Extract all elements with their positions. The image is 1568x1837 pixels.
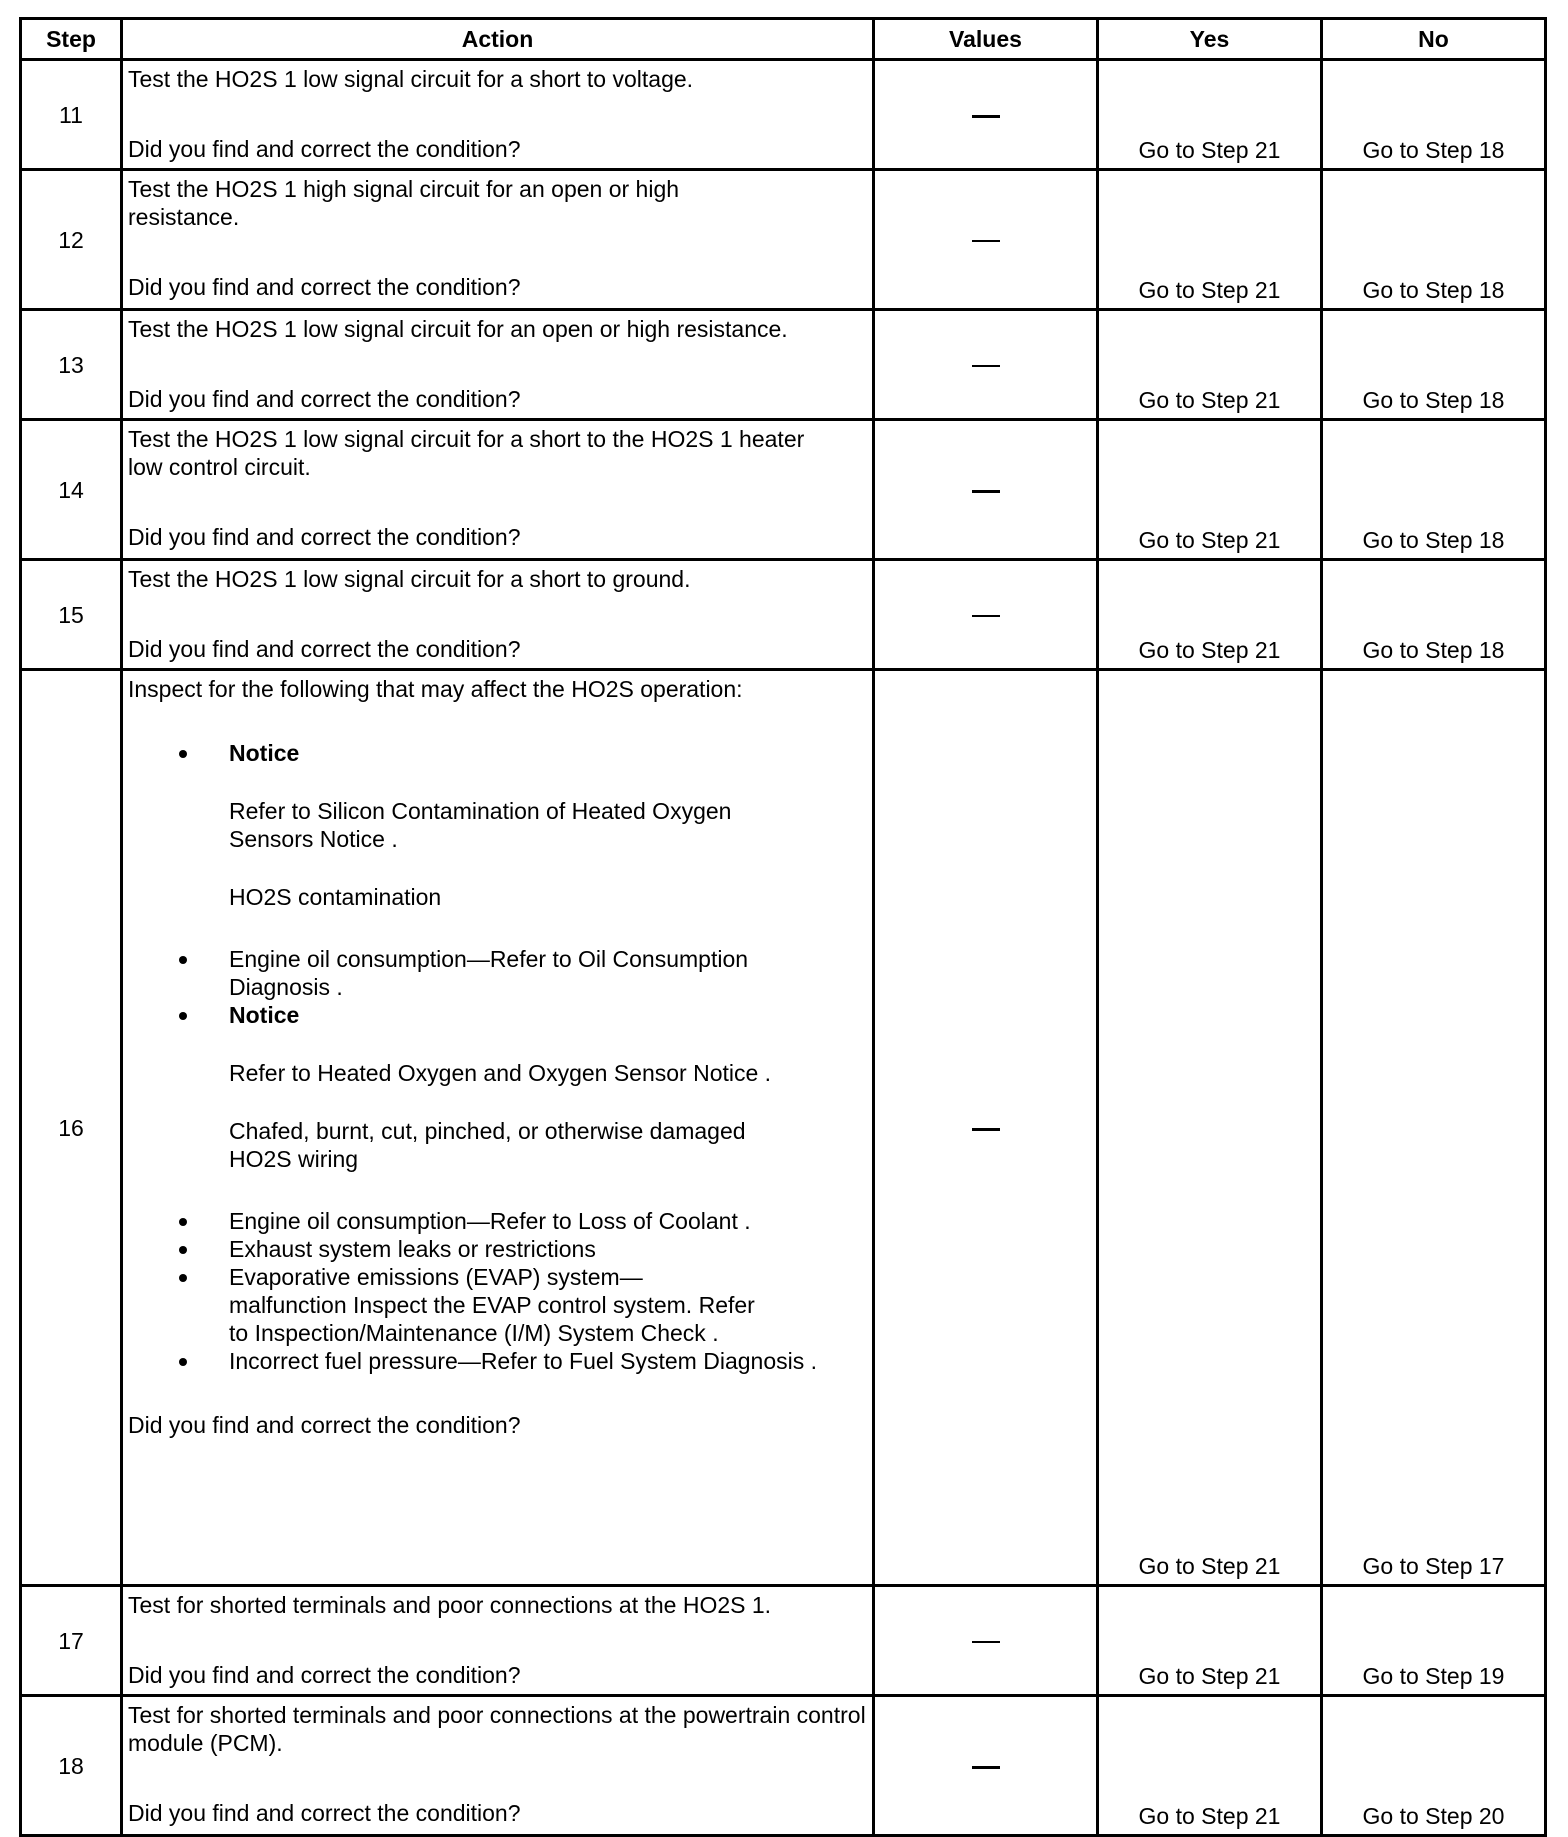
header-no: No — [1322, 19, 1546, 60]
action-question: Did you find and correct the condition? — [128, 386, 521, 412]
no-link[interactable]: Go to Step 18 — [1322, 60, 1546, 170]
no-link[interactable]: Go to Step 18 — [1322, 310, 1546, 420]
value-dash — [972, 1128, 1000, 1131]
step-number: 15 — [21, 560, 122, 670]
table-row — [21, 420, 1546, 560]
step-number: 11 — [21, 60, 122, 170]
action-question: Did you find and correct the condition? — [128, 524, 521, 550]
yes-link[interactable]: Go to Step 21 — [1098, 60, 1322, 170]
value-dash — [972, 1766, 1000, 1769]
list-item — [128, 1263, 866, 1347]
step-number: 16 — [21, 670, 122, 1586]
step-number: 14 — [21, 420, 122, 560]
table-row — [21, 60, 1546, 170]
action-text: Test the HO2S 1 high signal circuit for an open or high resistance. — [128, 176, 680, 230]
action-cell — [122, 310, 874, 420]
notice-item: HO2S contamination — [229, 884, 442, 910]
action-text: Inspect for the following that may affect the HO2S operation: — [128, 676, 743, 702]
bullet-icon — [179, 1246, 187, 1254]
notice-item: Chafed, burnt, cut, pinched, or otherwise damaged HO2S wiring — [229, 1118, 746, 1172]
yes-link[interactable]: Go to Step 21 — [1098, 1696, 1322, 1836]
value-cell — [874, 1586, 1098, 1696]
value-cell — [874, 310, 1098, 420]
value-cell — [874, 670, 1098, 1586]
action-text: Test the HO2S 1 low signal circuit for a short to voltage. — [128, 66, 694, 92]
action-question: Did you find and correct the condition? — [128, 136, 521, 162]
no-link[interactable]: Go to Step 17 — [1322, 670, 1546, 1586]
action-cell — [122, 60, 874, 170]
bullet-icon — [179, 1218, 187, 1226]
value-dash — [972, 365, 1000, 367]
step-number: 18 — [21, 1696, 122, 1836]
action-cell — [122, 1586, 874, 1696]
action-cell — [122, 560, 874, 670]
bullet-icon — [179, 1274, 187, 1282]
table-row — [21, 1586, 1546, 1696]
list-item — [128, 1347, 866, 1375]
list-item-text: Evaporative emissions (EVAP) system—malfunction Inspect the EVAP control system. Refer to Inspection/Maintenance (I/M) System Check . — [229, 1264, 755, 1346]
list-item — [128, 1207, 866, 1235]
list-item — [128, 739, 866, 911]
table-row — [21, 310, 1546, 420]
notice-text: Refer to Silicon Contamination of Heated Oxygen Sensors Notice . — [229, 798, 732, 852]
value-dash — [972, 115, 1000, 118]
table-row — [21, 560, 1546, 670]
value-dash — [972, 615, 1000, 617]
value-dash — [972, 1641, 1000, 1643]
step-number: 13 — [21, 310, 122, 420]
header-step: Step — [21, 19, 122, 60]
yes-link[interactable]: Go to Step 21 — [1098, 670, 1322, 1586]
list-item-text: Exhaust system leaks or restrictions — [229, 1236, 596, 1262]
value-cell — [874, 170, 1098, 310]
inspect-list — [128, 739, 866, 1375]
no-link[interactable]: Go to Step 20 — [1322, 1696, 1546, 1836]
action-cell — [122, 670, 874, 1586]
table-row — [21, 670, 1546, 1586]
yes-link[interactable]: Go to Step 21 — [1098, 170, 1322, 310]
notice-text: Refer to Heated Oxygen and Oxygen Sensor Notice . — [229, 1060, 772, 1086]
action-question: Did you find and correct the condition? — [128, 636, 521, 662]
value-cell — [874, 560, 1098, 670]
list-item-text: Incorrect fuel pressure—Refer to Fuel System Diagnosis . — [229, 1348, 818, 1374]
header-action: Action — [122, 19, 874, 60]
action-text: Test for shorted terminals and poor connections at the HO2S 1. — [128, 1592, 772, 1618]
header-values: Values — [874, 19, 1098, 60]
value-dash — [972, 240, 1000, 242]
bullet-icon — [179, 1358, 187, 1366]
notice-label: Notice — [229, 740, 300, 766]
header-row — [21, 19, 1546, 60]
yes-link[interactable]: Go to Step 21 — [1098, 560, 1322, 670]
table-row — [21, 170, 1546, 310]
list-item-text: Engine oil consumption—Refer to Loss of Coolant . — [229, 1208, 751, 1234]
no-link[interactable]: Go to Step 18 — [1322, 420, 1546, 560]
action-question: Did you find and correct the condition? — [128, 1662, 521, 1688]
no-link[interactable]: Go to Step 19 — [1322, 1586, 1546, 1696]
action-text: Test the HO2S 1 low signal circuit for a short to ground. — [128, 566, 691, 592]
bullet-icon — [179, 1012, 187, 1020]
diagnostic-table — [19, 17, 1547, 1837]
list-item — [128, 1001, 866, 1173]
action-question: Did you find and correct the condition? — [128, 1800, 521, 1826]
notice-label: Notice — [229, 1002, 300, 1028]
bullet-icon — [179, 956, 187, 964]
step-number: 12 — [21, 170, 122, 310]
action-cell — [122, 1696, 874, 1836]
value-cell — [874, 1696, 1098, 1836]
header-yes: Yes — [1098, 19, 1322, 60]
no-link[interactable]: Go to Step 18 — [1322, 170, 1546, 310]
value-cell — [874, 60, 1098, 170]
list-item — [128, 945, 866, 1001]
no-link[interactable]: Go to Step 18 — [1322, 560, 1546, 670]
action-text: Test the HO2S 1 low signal circuit for an open or high resistance. — [128, 316, 788, 342]
yes-link[interactable]: Go to Step 21 — [1098, 1586, 1322, 1696]
value-cell — [874, 420, 1098, 560]
value-dash — [972, 490, 1000, 493]
list-item — [128, 1235, 866, 1263]
action-cell — [122, 420, 874, 560]
action-question: Did you find and correct the condition? — [128, 274, 521, 300]
yes-link[interactable]: Go to Step 21 — [1098, 420, 1322, 560]
step-number: 17 — [21, 1586, 122, 1696]
action-question: Did you find and correct the condition? — [128, 1412, 521, 1438]
table-row — [21, 1696, 1546, 1836]
action-text: Test the HO2S 1 low signal circuit for a short to the HO2S 1 heater low control circuit. — [128, 426, 805, 480]
action-text: Test for shorted terminals and poor connections at the powertrain control module (PCM). — [128, 1702, 866, 1756]
action-cell — [122, 170, 874, 310]
bullet-icon — [179, 750, 187, 758]
yes-link[interactable]: Go to Step 21 — [1098, 310, 1322, 420]
list-item-text: Engine oil consumption—Refer to Oil Consumption Diagnosis . — [229, 946, 749, 1000]
